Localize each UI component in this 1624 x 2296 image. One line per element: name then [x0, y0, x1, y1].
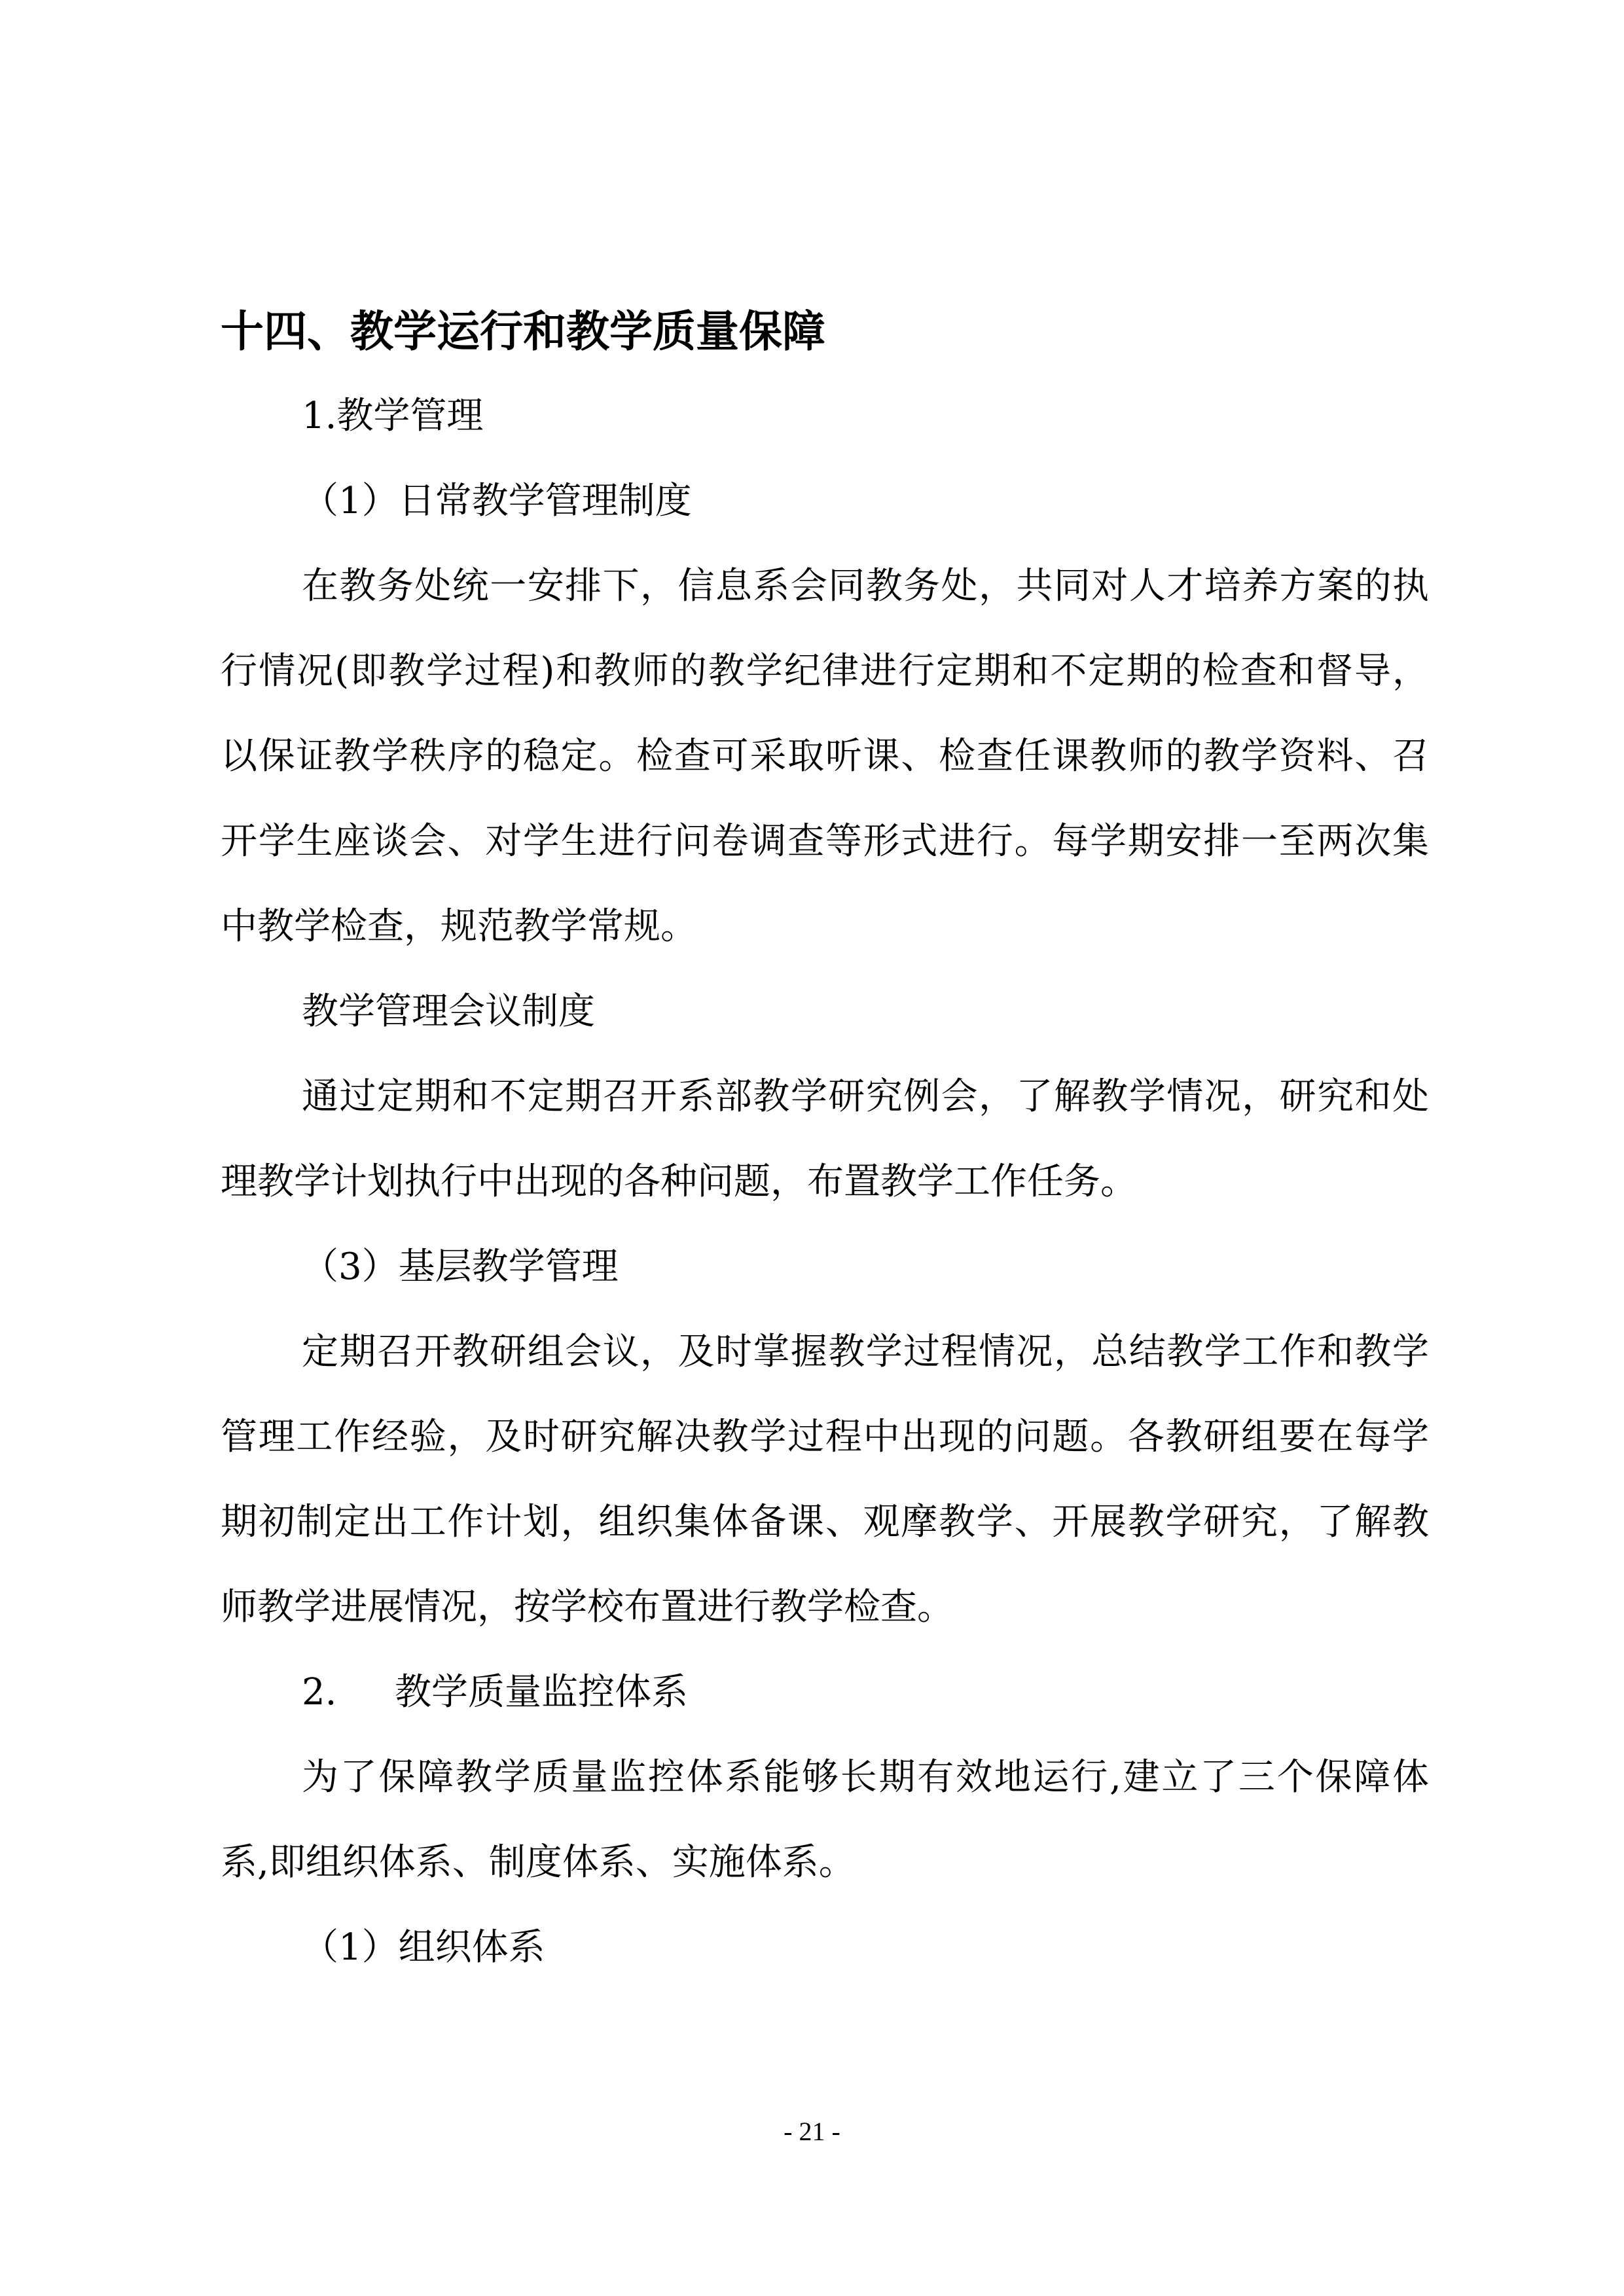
paragraph-line: 为了保障教学质量监控体系能够长期有效地运行,建立了三个保障体 — [302, 1756, 1429, 1799]
paragraph-line: 开学生座谈会、对学生进行问卷调查等形式进行。每学期安排一至两次集 — [221, 820, 1429, 863]
subsection-title: 1.教学管理 — [302, 395, 484, 437]
subsection-title — [221, 1650, 1429, 1735]
subsection-number: 2. — [302, 1671, 337, 1713]
paragraph-line: 在教务处统一安排下，信息系会同教务处，共同对人才培养方案的执 — [302, 565, 1429, 607]
item-title: （1）组织体系 — [302, 1926, 545, 1969]
paragraph-line: 师教学进展情况，按学校布置进行教学检查。 — [221, 1586, 954, 1628]
paragraph-line: 理教学计划执行中出现的各种问题，布置教学工作任务。 — [221, 1160, 1137, 1203]
paragraph-line: 行情况(即教学过程)和教师的教学纪律进行定期和不定期的检查和督导， — [221, 650, 1429, 692]
paragraph-line: 通过定期和不定期召开系部教学研究例会，了解教学情况，研究和处 — [302, 1075, 1429, 1118]
section-heading: 十四、教学运行和教学质量保障 — [221, 307, 825, 355]
paragraph-line: 管理工作经验，及时研究解决教学过程中出现的问题。各教研组要在每学 — [221, 1416, 1429, 1458]
paragraph-line: 中教学检查，规范教学常规。 — [221, 905, 697, 948]
paragraph-line: 以保证教学秩序的稳定。检查可采取听课、检查任课教师的教学资料、召 — [221, 735, 1429, 778]
paragraph-line: 系,即组织体系、制度体系、实施体系。 — [221, 1841, 856, 1884]
item-title: （3）基层教学管理 — [302, 1246, 619, 1288]
paragraph-line: 期初制定出工作计划，组织集体备课、观摩教学、开展教学研究，了解教 — [221, 1501, 1429, 1543]
page-content — [221, 289, 1429, 1990]
subsection-title-text: 教学质量监控体系 — [395, 1671, 688, 1713]
paragraph-line: 定期召开教研组会议，及时掌握教学过程情况，总结教学工作和教学 — [302, 1331, 1429, 1373]
page-number: - 21 - — [784, 2117, 840, 2146]
item-title: （1）日常教学管理制度 — [302, 480, 692, 522]
item-title: 教学管理会议制度 — [302, 990, 595, 1033]
